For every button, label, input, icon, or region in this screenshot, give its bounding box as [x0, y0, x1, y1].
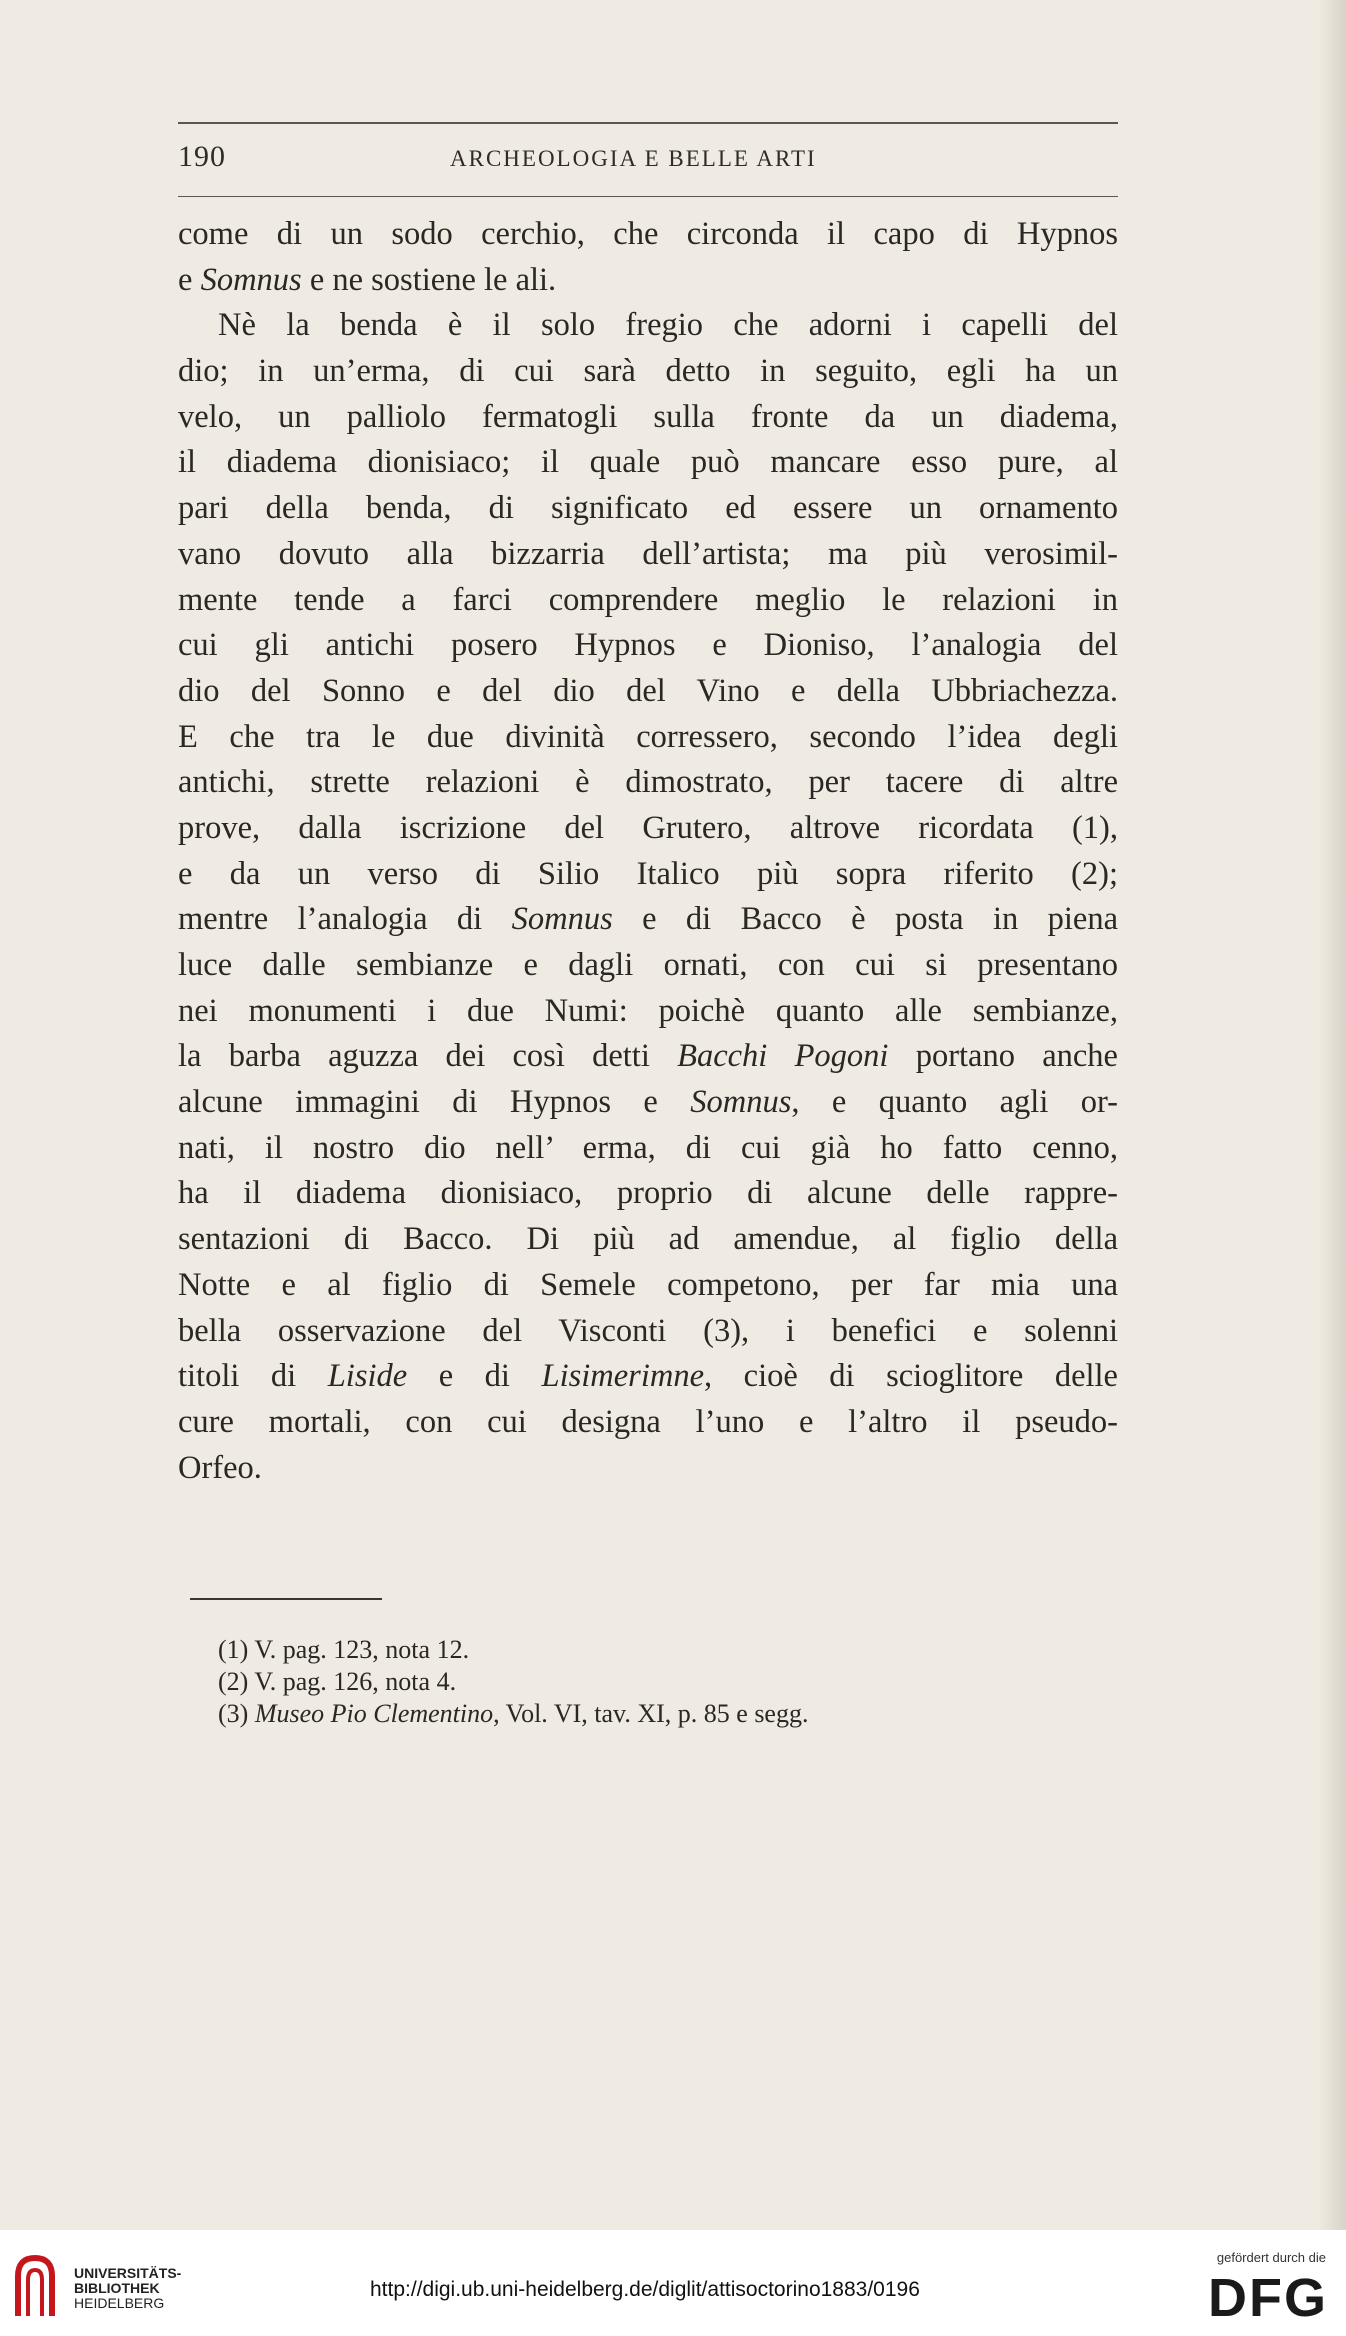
library-name-line: BIBLIOTHEK — [74, 2280, 160, 2296]
text-line: come di un sodo cerchio, che circonda il capo di Hypnos — [178, 216, 1118, 252]
italic-term: Somnus — [511, 901, 613, 938]
funded-by-label: gefördert durch die — [1216, 2250, 1326, 2265]
text-line: bella osservazione del Visconti (3), i benefici e solenni — [178, 1312, 1118, 1349]
text-line: sentazioni di Bacco. Di più ad amendue, al figlio della — [178, 1221, 1118, 1258]
library-name — [74, 2266, 181, 2311]
running-head: ARCHEOLOGIA E BELLE ARTI — [450, 146, 817, 171]
text-line: nei monumenti i due Numi: poichè quanto alle sembianze, — [178, 992, 1118, 1029]
permalink-url[interactable]: http://digi.ub.uni-heidelberg.de/diglit/attisoctorino1883/0196 — [370, 2278, 920, 2301]
footnote: (3) Museo Pio Clementino, Vol. VI, tav. XI, p. 85 e segg. — [218, 1699, 809, 1728]
header-rule-top — [178, 122, 1118, 124]
text-line: cure mortali, con cui designa l’uno e l’altro il pseudo- — [178, 1403, 1118, 1440]
text-line: dio del Sonno e del dio del Vino e della Ubbriachezza. — [178, 672, 1118, 709]
text-line: dio; in un’erma, di cui sarà detto in seguito, egli ha un — [178, 353, 1118, 390]
text-line: alcune immagini di Hypnos e Somnus, e quanto agli or- — [178, 1084, 1118, 1121]
text-line: E che tra le due divinità corressero, secondo l’idea degli — [178, 718, 1118, 755]
italic-term: Somnus — [690, 1084, 792, 1121]
text-line: il diadema dionisiaco; il quale può mancare esso pure, al — [178, 444, 1118, 481]
italic-title: Museo Pio Clementino — [254, 1699, 494, 1728]
library-name-line: UNIVERSITÄTS- — [74, 2265, 182, 2281]
text-line: mentre l’analogia di Somnus e di Bacco è posta in piena — [178, 901, 1119, 938]
footnote: (2) V. pag. 126, nota 4. — [218, 1667, 457, 1696]
text-line: prove, dalla iscrizione del Grutero, altrove ricordata (1), — [178, 809, 1118, 846]
text-line: e Somnus e ne sostiene le ali. — [178, 261, 557, 298]
digitization-footer — [0, 2230, 1346, 2336]
header-rule-bottom — [178, 196, 1118, 197]
text-line: vano dovuto alla bizzarria dell’artista; ma più verosimil- — [178, 535, 1118, 572]
italic-term: Somnus — [200, 261, 302, 298]
italic-term: Bacchi Pogoni — [677, 1038, 889, 1075]
page-number: 190 — [178, 140, 226, 173]
footnote-rule — [190, 1598, 382, 1600]
text-line: luce dalle sembianze e dagli ornati, con cui si presentano — [178, 947, 1118, 983]
body-text — [178, 212, 1118, 1491]
page-edge-shadow — [1318, 0, 1346, 2230]
italic-term: Liside — [327, 1358, 408, 1395]
text-line: pari della benda, di significato ed essere un ornamento — [178, 490, 1118, 527]
footnote: (1) V. pag. 123, nota 12. — [218, 1635, 470, 1664]
text-line: la barba aguzza dei così detti Bacchi Pogoni portano anche — [178, 1038, 1118, 1075]
text-line: Orfeo. — [178, 1449, 262, 1486]
text-line: velo, un palliolo fermatogli sulla fronte da un diadema, — [178, 398, 1118, 435]
text-line: antichi, strette relazioni è dimostrato, per tacere di altre — [178, 764, 1118, 801]
text-line: e da un verso di Silio Italico più sopra riferito (2); — [178, 855, 1118, 892]
text-line: cui gli antichi posero Hypnos e Dioniso, l’analogia del — [178, 627, 1118, 664]
university-library-logo-icon — [12, 2250, 58, 2320]
text-line: Notte e al figlio di Semele competono, per far mia una — [178, 1266, 1118, 1303]
italic-term: Lisimerimne — [541, 1358, 704, 1395]
text-line: titoli di Liside e di Lisimerimne, cioè di scioglitore delle — [178, 1358, 1118, 1395]
dfg-logo: DFG — [1208, 2268, 1328, 2328]
text-line: Nè la benda è il solo fregio che adorni i capelli del — [218, 307, 1118, 344]
text-line: nati, il nostro dio nell’ erma, di cui già ho fatto cenno, — [178, 1129, 1118, 1166]
footnotes — [218, 1634, 808, 1730]
library-city: HEIDELBERG — [74, 2295, 165, 2311]
text-line: ha il diadema dionisiaco, proprio di alcune delle rappre- — [178, 1175, 1118, 1212]
text-line: mente tende a farci comprendere meglio le relazioni in — [178, 581, 1118, 618]
